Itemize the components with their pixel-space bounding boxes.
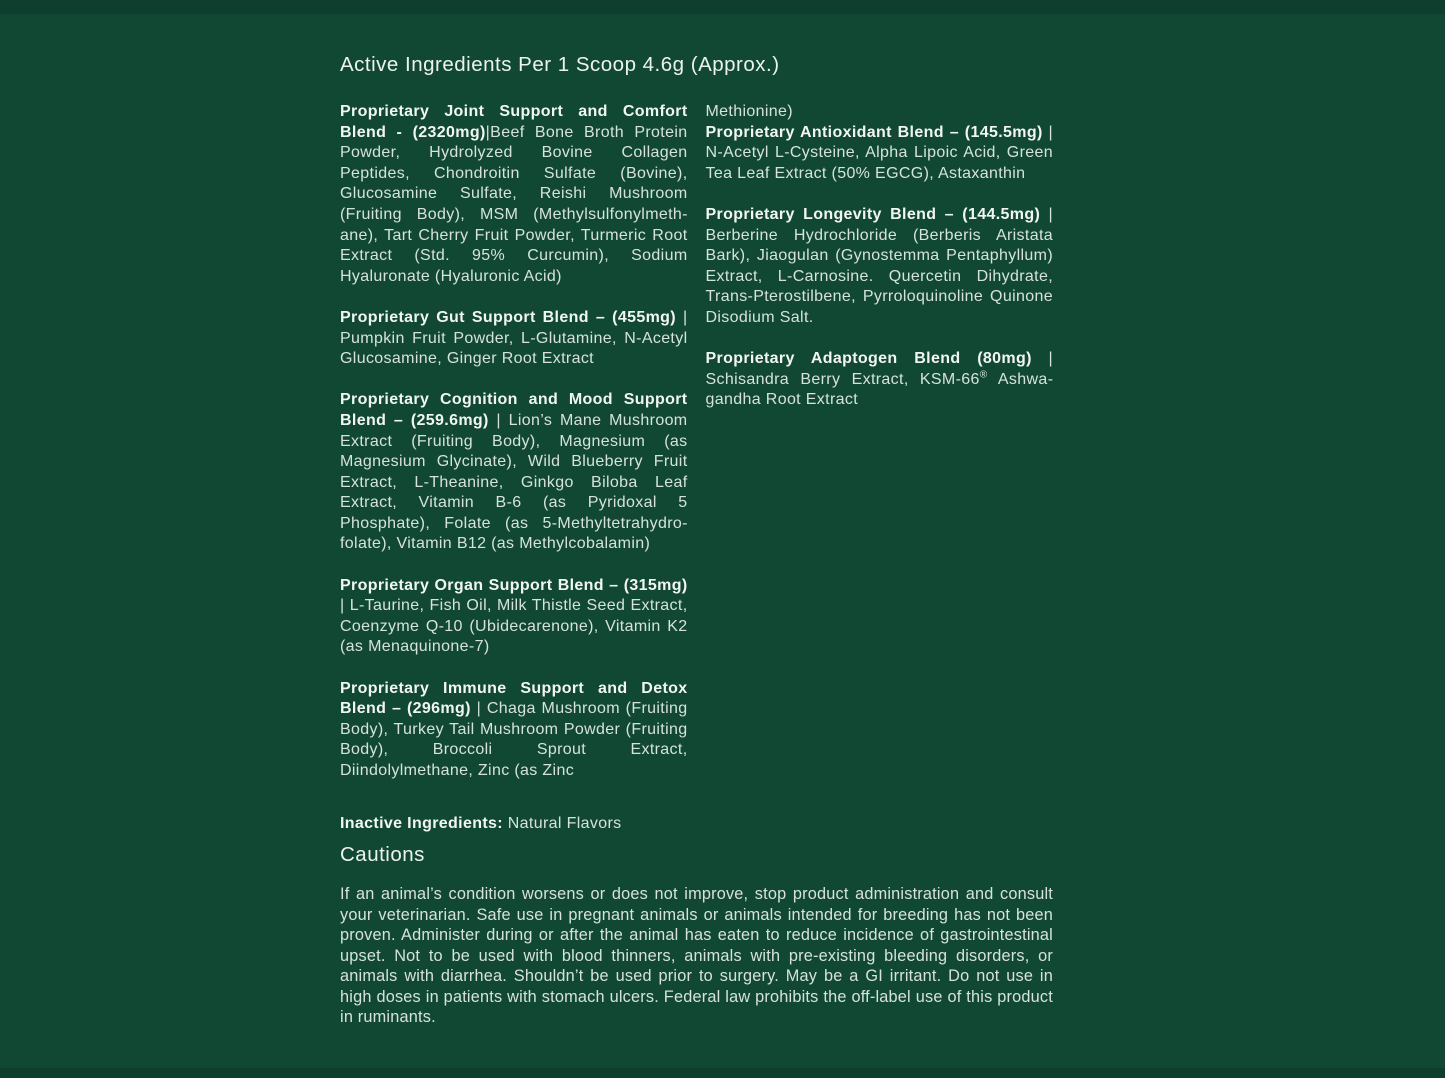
blend-ingredients: | Pumpkin Fruit Powder, L-Glutamine, N-Acetyl Glucosamine, Ginger Root Extract <box>340 308 688 368</box>
joint-support-blend-paragraph <box>340 102 688 287</box>
active-ingredients-section <box>340 53 1053 834</box>
blend-ingredients: | Schisandra Berry Extract, KSM-66 <box>705 350 1053 388</box>
blend-ingredients: | N-Acetyl L-Cysteine, Alpha Lipoic Acid, Green Tea Leaf Extract (50% EGCG), Astaxanthin <box>705 123 1053 182</box>
ingredient-continuation-line: Methionine) <box>705 103 793 120</box>
ingredients-columns <box>340 102 1053 834</box>
longevity-blend-paragraph <box>706 205 1054 329</box>
cautions-heading: Cautions <box>340 843 425 866</box>
blend-name: Proprietary Joint Support and Comfort Blend - (2320mg) <box>340 103 688 141</box>
cognition-mood-blend-paragraph <box>340 390 688 555</box>
blend-ingredients: |Beef Bone Broth Protein Powder, Hydrolyzed Bovine Collagen Peptides, Chondroitin Sulfate (Bovine), Glucosamine Sulfate, Reishi Mushroom (Fruiting Body), MSM (Methylsulfonylmethane), Tart Cherry Fruit Powder, Turmeric Root Extract (Std. 95% Curcumin), Sodium Hyaluronate (Hyaluronic Acid) <box>340 123 688 285</box>
registered-trademark-mark: ® <box>979 369 988 381</box>
cautions-section <box>340 843 1053 1028</box>
blend-ingredients: | Berberine Hydrochloride (Berberis Aristata Bark), Jiaogulan (Gynostemma Pentaphyllum) Extract, L-Carnosine. Quercetin Dihydrate, Trans-Pterostilbene, Pyrroloquinoline Quinone Disodium Salt. <box>705 205 1053 326</box>
adaptogen-blend-paragraph <box>706 349 1054 411</box>
blend-ingredients: | Lion’s Mane Mushroom Extract (Fruiting Body), Magnesium (as Magnesium Glycinate), Wild Blueberry Fruit Extract, L-Theanine, Ginkgo Biloba Leaf Extract, Vitamin B-6 (as Pyridoxal 5 Phosphate), Folate (as 5-Methyltetrahydrofolate), Vitamin B12 (as Methylcobalamin) <box>340 411 688 553</box>
ingredients-column-right <box>706 102 1054 834</box>
immune-detox-blend-paragraph <box>340 679 688 782</box>
blend-ingredients: Ashwagandha Root Extract <box>705 370 1054 409</box>
organ-support-blend-paragraph <box>340 576 688 658</box>
bottom-edge-shadow <box>0 1068 1445 1078</box>
inactive-ingredients-value: Natural Flavors <box>502 814 622 832</box>
inactive-ingredients-label: Inactive Ingredients: <box>340 814 503 832</box>
blend-name: Proprietary Cognition and Mood Support Blend – (259.6mg) <box>340 391 688 429</box>
cautions-text: If an animal’s condition worsens or does not improve, stop product administration and consult your veterinarian. Safe use in pregnant animals or animals intended for breeding has not been proven. Administer during or after the animal has eaten to reduce incidence of gastrointestinal upset. Not to be used with blood thinners, animals with pre-existing bleeding disorders, or animals with diarrhea. Shouldn’t be used prior to surgery. May be a GI irritant. Do not use in high doses in patients with stomach ulcers. Federal law prohibits the off-label use of this product in ruminants. <box>340 885 1053 1026</box>
blend-name: Proprietary Immune Support and Detox Blend – (296mg) <box>340 679 688 718</box>
active-ingredients-title: Active Ingredients Per 1 Scoop 4.6g (Approx.) <box>340 53 780 76</box>
blend-name: Proprietary Adaptogen Blend (80mg) <box>705 350 1032 368</box>
top-edge-shadow <box>0 0 1445 14</box>
blend-name: Proprietary Longevity Blend – (144.5mg) <box>705 205 1041 223</box>
gut-support-blend-paragraph <box>340 308 688 370</box>
blend-name: Proprietary Antioxidant Blend – (145.5mg) <box>705 123 1043 141</box>
blend-name: Proprietary Gut Support Blend – (455mg) <box>340 308 676 326</box>
blend-ingredients: | Chaga Mushroom (Fruiting Body), Turkey Tail Mushroom Powder (Fruiting Body), Broccoli Sprout Extract, Diindolylmethane, Zinc (as Zinc <box>340 700 688 779</box>
inactive-ingredients-line <box>340 814 688 835</box>
antioxidant-blend-paragraph <box>706 102 1054 184</box>
ingredients-column-left <box>340 102 688 834</box>
blend-ingredients: | L-Taurine, Fish Oil, Milk Thistle Seed Extract, Coenzyme Q-10 (Ubidecarenone), Vitamin K2 (as Menaquinone-7) <box>340 597 688 656</box>
blend-name: Proprietary Organ Support Blend – (315mg) <box>340 576 688 594</box>
